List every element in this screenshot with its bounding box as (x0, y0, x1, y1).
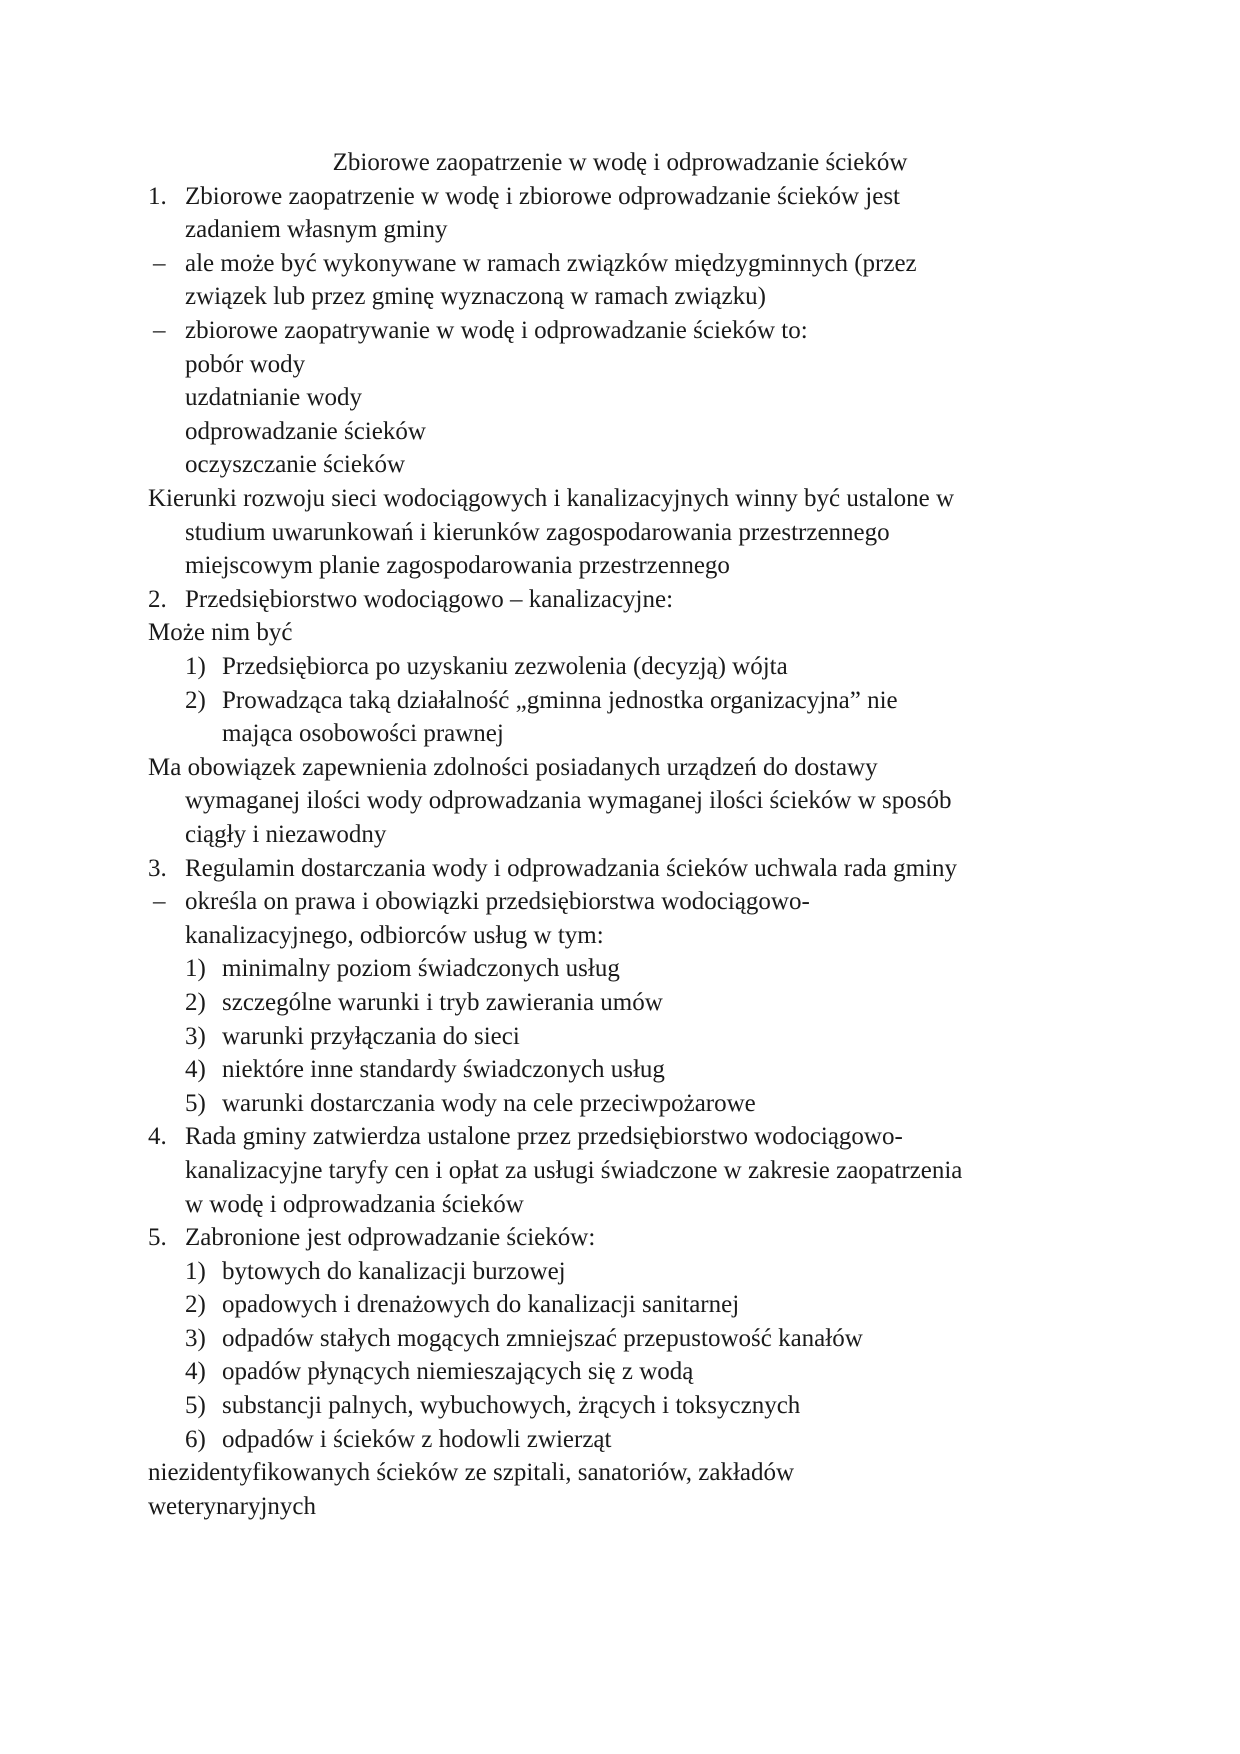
list-item: odpadów i ścieków z hodowli zwierząt (222, 1426, 612, 1453)
section-3-number: 3. (148, 855, 167, 882)
section-1-bullet-1-cont: związek lub przez gminę wyznaczoną w ramach związku) (185, 283, 766, 310)
paragraph-obowiazek-cont: wymaganej ilości wody odprowadzania wymaganej ilości ścieków w sposób (185, 787, 952, 814)
item-number: 1) (185, 955, 206, 982)
item-number: 2) (185, 989, 206, 1016)
section-4-number: 4. (148, 1123, 167, 1150)
section-5-number: 5. (148, 1224, 167, 1251)
list-item: szczególne warunki i tryb zawierania umów (222, 989, 663, 1016)
list-item: odprowadzanie ścieków (185, 418, 426, 445)
page-title: Zbiorowe zaopatrzenie w wodę i odprowadzanie ścieków (332, 149, 908, 176)
item-number: 3) (185, 1325, 206, 1352)
item-number: 2) (185, 1291, 206, 1318)
bullet-dash: – (153, 888, 166, 915)
list-item: minimalny poziom świadczonych usług (222, 955, 620, 982)
list-item: Prowadząca taką działalność „gminna jednostka organizacyjna” nie (222, 687, 898, 714)
section-3-bullet: określa on prawa i obowiązki przedsiębiorstwa wodociągowo- (185, 888, 810, 915)
list-item: niektóre inne standardy świadczonych usług (222, 1056, 665, 1083)
paragraph-kierunki-cont: miejscowym planie zagospodarowania przestrzennego (185, 552, 730, 579)
bullet-dash: – (153, 317, 166, 344)
paragraph-obowiazek-cont: ciągły i niezawodny (185, 821, 387, 848)
section-1-bullet-1: ale może być wykonywane w ramach związków międzygminnych (przez (185, 250, 917, 277)
list-item: oczyszczanie ścieków (185, 451, 406, 478)
section-1-bullet-2: zbiorowe zaopatrywanie w wodę i odprowadzanie ścieków to: (185, 317, 808, 344)
section-2-number: 2. (148, 586, 167, 613)
item-number: 1) (185, 653, 206, 680)
list-item: odpadów stałych mogących zmniejszać przepustowość kanałów (222, 1325, 863, 1352)
item-number: 3) (185, 1023, 206, 1050)
list-item: substancji palnych, wybuchowych, żrących i toksycznych (222, 1392, 801, 1419)
item-number: 5) (185, 1090, 206, 1117)
item-number: 2) (185, 687, 206, 714)
item-number: 4) (185, 1358, 206, 1385)
list-item: Przedsiębiorca po uzyskaniu zezwolenia (decyzją) wójta (222, 653, 788, 680)
section-3-text: Regulamin dostarczania wody i odprowadzania ścieków uchwala rada gminy (185, 855, 957, 882)
list-item: warunki dostarczania wody na cele przeciwpożarowe (222, 1090, 756, 1117)
list-item: opadów płynących niemieszających się z wodą (222, 1358, 694, 1385)
section-4-text-cont: w wodę i odprowadzania ścieków (185, 1191, 524, 1218)
list-item: opadowych i drenażowych do kanalizacji sanitarnej (222, 1291, 740, 1318)
item-number: 5) (185, 1392, 206, 1419)
section-2-intro: Może nim być (148, 619, 293, 646)
section-4-text: Rada gminy zatwierdza ustalone przez przedsiębiorstwo wodociągowo- (185, 1123, 903, 1150)
section-3-bullet-cont: kanalizacyjnego, odbiorców usług w tym: (185, 922, 604, 949)
list-item-cont: mająca osobowości prawnej (222, 720, 504, 747)
paragraph-kierunki-cont: studium uwarunkowań i kierunków zagospodarowania przestrzennego (185, 519, 890, 546)
section-5-tail: niezidentyfikowanych ścieków ze szpitali, sanatoriów, zakładów (148, 1459, 795, 1486)
list-item: warunki przyłączania do sieci (222, 1023, 520, 1050)
section-1-text: Zbiorowe zaopatrzenie w wodę i zbiorowe odprowadzanie ścieków jest (185, 183, 901, 210)
paragraph-kierunki: Kierunki rozwoju sieci wodociągowych i kanalizacyjnych winny być ustalone w (148, 485, 955, 512)
list-item: bytowych do kanalizacji burzowej (222, 1258, 566, 1285)
item-number: 1) (185, 1258, 206, 1285)
section-5-tail-cont: weterynaryjnych (148, 1493, 316, 1520)
section-1-text-cont: zadaniem własnym gminy (185, 216, 448, 243)
item-number: 4) (185, 1056, 206, 1083)
section-1-number: 1. (148, 183, 167, 210)
bullet-dash: – (153, 250, 166, 277)
section-4-text-cont: kanalizacyjne taryfy cen i opłat za usługi świadczone w zakresie zaopatrzenia (185, 1157, 963, 1184)
item-number: 6) (185, 1426, 206, 1453)
section-5-text: Zabronione jest odprowadzanie ścieków: (185, 1224, 596, 1251)
section-2-heading: Przedsiębiorstwo wodociągowo – kanalizacyjne: (185, 586, 674, 613)
list-item: pobór wody (185, 351, 306, 378)
paragraph-obowiazek: Ma obowiązek zapewnienia zdolności posiadanych urządzeń do dostawy (148, 754, 878, 781)
list-item: uzdatnianie wody (185, 384, 363, 411)
